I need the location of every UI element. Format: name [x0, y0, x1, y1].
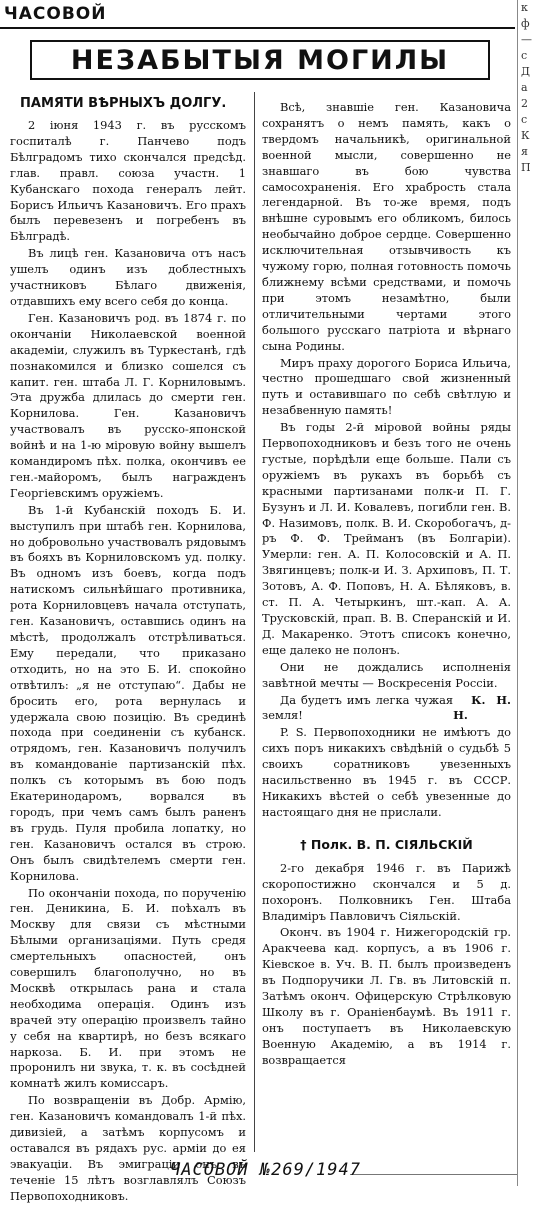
fragment-line: 2: [521, 97, 528, 110]
article-paragraph: Миръ праху дорогого Бориса Ильича, честно прошедшаго свой жизненный путь и оставившаго по себѣ свѣтлую и незабвенную память!: [262, 355, 511, 418]
obituary-paragraph: Оконч. въ 1904 г. Нижегородскій гр. Аракчеева кад. корпусъ, а въ 1906 г. Кіевское в. Уч. В. П. былъ произведенъ въ Подпоручики Л. Гв. въ Литовскій п. Затѣмъ оконч. Офицерскую Стрѣлковую Школу въ г. Ораніенбаумѣ. Въ 1911 г. онъ поступаетъ въ Николаевскую Военную Академію, а въ 1914 г. возвращается: [262, 925, 511, 1067]
handwritten-annotation: ЧАСОВОЙ №269/1947: [170, 1160, 361, 1180]
article-paragraph: Ген. Казановичъ род. въ 1874 г. по окончаніи Николаевской военной академіи, служилъ въ Туркестанѣ, гдѣ познакомился и близко сошелся съ капит. ген. штаба Л. Г. Корниловымъ. Эта дружба длилась до смерти ген. Корнилова. Ген. Казановичъ участвовалъ въ русско-японской войнѣ и на 1-ю міровую войну вышелъ командиромъ пѣх. полка, окончивъ ее ген.-майоромъ, былъ награжденъ Георгіевскимъ оружіемъ.: [10, 310, 246, 500]
adjacent-column-fragment: [517, 0, 539, 1186]
article-paragraph: По окончаніи похода, по порученію ген. Деникина, Б. И. поѣхалъ въ Москву для связи съ мѣстными Бѣлыми организаціями. Путь средя смертельныхъ опасностей, онъ совершилъ благополучно, но въ Москвѣ открылась рана и стала необходима операція. Одинъ изъ врачей эту операцію произвелъ тайно у себя на квартирѣ, но безъ всякаго наркоза. Б. И. при этомъ не проронилъ ни звука, т. к. въ сосѣдней комнатѣ жилъ комиссаръ.: [10, 885, 246, 1091]
author-initials: К. Н. Н.: [453, 692, 511, 723]
article-paragraph: 2 іюня 1943 г. въ русскомъ госпиталѣ г. Панчево подъ Бѣлградомъ тихо скончался предсѣд. глав. правл. союза участн. 1 Кубанскаго похода генералъ лейт. Борисъ Ильичъ Казановичъ. Его прахъ былъ перевезенъ и погребенъ въ Бѣлградѣ.: [10, 118, 246, 244]
header-rule: [0, 27, 515, 29]
left-column: [10, 96, 246, 1205]
article-signature-line: [262, 693, 511, 725]
fragment-line: я: [521, 145, 528, 158]
fragment-line: К: [521, 129, 530, 142]
newspaper-title: ЧАСОВОЙ: [4, 4, 107, 24]
section-banner: НЕЗАБЫТЫЯ МОГИЛЫ: [30, 40, 490, 80]
fragment-line: —: [521, 33, 532, 46]
obituary-paragraph: 2-го декабря 1946 г. въ Парижѣ скоропостижно скончался и 5 д. похоронъ. Полковникъ Ген. Штаба Владиміръ Павловичъ Сіяльскій.: [262, 860, 511, 923]
article-paragraph: Въ годы 2-й міровой войны ряды Первопоходниковъ и безъ того не очень густые, порѣдѣли еще больше. Пали съ оружіемъ въ рукахъ въ борьбѣ съ красными партизанами полк-и П. Г. Бузунъ и Л. И. Ковалевъ, погибли ген. В. Ф. Назимовъ, полк. В. И. Скоробогачъ, д-ръ Ф. Ф. Трейманъ (въ Болгаріи). Умерли: ген. А. П. Колосовскій и А. П. Звягинцевъ; полк-и И. З. Архиповъ, П. Т. Зотовъ, А. Ф. Поповъ, Н. А. Бѣляковъ, в. ст. П. А. Четыркинъ, шт.-кап. А. А. Трусковскій, прап. В. В. Сперанскій и И. Д. Макаренко. Этотъ списокъ конечно, еще далеко не полонъ.: [262, 420, 511, 657]
fragment-line: а: [521, 81, 528, 94]
fragment-line: с: [521, 113, 528, 126]
article-paragraph: Въ 1-й Кубанскій походъ Б. И. выступилъ при штабѣ ген. Корнилова, но добровольно участвовалъ рядовымъ въ бояхъ въ Корниловскомъ уд. полку. Въ одномъ изъ боевъ, когда подъ натискомъ сильнѣйшаго противника, рота Корниловцевъ начала отступать, ген. Казановичъ, оставшись одинъ на мѣстѣ, продолжалъ отстрѣливаться. Ему передали, что приказано отходить, но на это Б. И. спокойно отвѣтилъ: „я не отступаю“. Дабы не бросить его, рота вернулась и удержала свою позицію. Въ срединѣ похода при соединеніи съ кубанск. отрядомъ, ген. Казановичъ получилъ въ командованіе партизанскій пѣх. полкъ съ которымъ въ бою подъ Екатеринодаромъ, ворвался въ городъ, при чемъ самъ былъ раненъ въ грудь. Пуля пробила лопатку, но ген. Казановичъ остался въ строю. Онъ былъ свидѣтелемъ смерти ген. Корнилова.: [10, 502, 246, 883]
closing-phrase: Да будетъ имъ легка чужая земля!: [262, 692, 454, 723]
postscript: P. S. Первопоходники не имѣютъ до сихъ поръ никакихъ свѣдѣній о судьбѣ 5 своихъ соратниковъ увезенныхъ насильственно въ 1945 г. въ СССР. Никакихъ вѣстей о себѣ увезенные до настоящаго дня не прислали.: [262, 725, 511, 819]
obituary-title: † Полк. В. П. СІЯЛЬСКІЙ: [300, 836, 473, 852]
article-paragraph: Всѣ, знавшіе ген. Казановича сохранятъ о немъ память, какъ о твердомъ начальникѣ, оригинальной военной мысли, совершенно не знавшаго въ бою чувства самосохраненія. Его храбрость стала легендарной. Въ то-же время, подъ внѣшне суровымъ его обликомъ, билось необычайно доброе сердце. Совершенно исключительная отзывчивость къ чужому горю, полная готовность помочь ближнему всѣми средствами, и помочь при этомъ незамѣтно, были отличительными чертами этого большого русскаго патріота и вѣрнаго сына Родины.: [262, 100, 511, 353]
column-divider: [254, 92, 255, 1152]
fragment-line: к: [521, 1, 528, 14]
article-title: ПАМЯТИ ВѢРНЫХЪ ДОЛГУ.: [20, 96, 227, 111]
fragment-line: ф: [521, 17, 530, 30]
article-paragraph: Въ лицѣ ген. Казановича отъ насъ ушелъ одинъ изъ доблестныхъ участниковъ Бѣлаго движенія, отдавшихъ ему всего себя до конца.: [10, 246, 246, 308]
article-paragraph: Они не дождались исполненія завѣтной мечты — Воскресенія Россіи.: [262, 659, 511, 690]
fragment-line: с: [521, 49, 528, 62]
fragment-line: П: [521, 161, 531, 174]
article-paragraph: По возвращеніи въ Добр. Армію, ген. Казановичъ командовалъ 1-й пѣх. дивизіей, а затѣмъ корпусомъ и оставался въ рядахъ рус. арміи до ея эвакуаціи. Въ эмиграціи онъ въ теченіе 15 лѣтъ возглавлялъ Союзъ Первопоходниковъ.: [10, 1093, 246, 1203]
footer-rule: [350, 1174, 517, 1175]
right-column: [262, 100, 511, 1069]
fragment-line: Д: [521, 65, 530, 78]
